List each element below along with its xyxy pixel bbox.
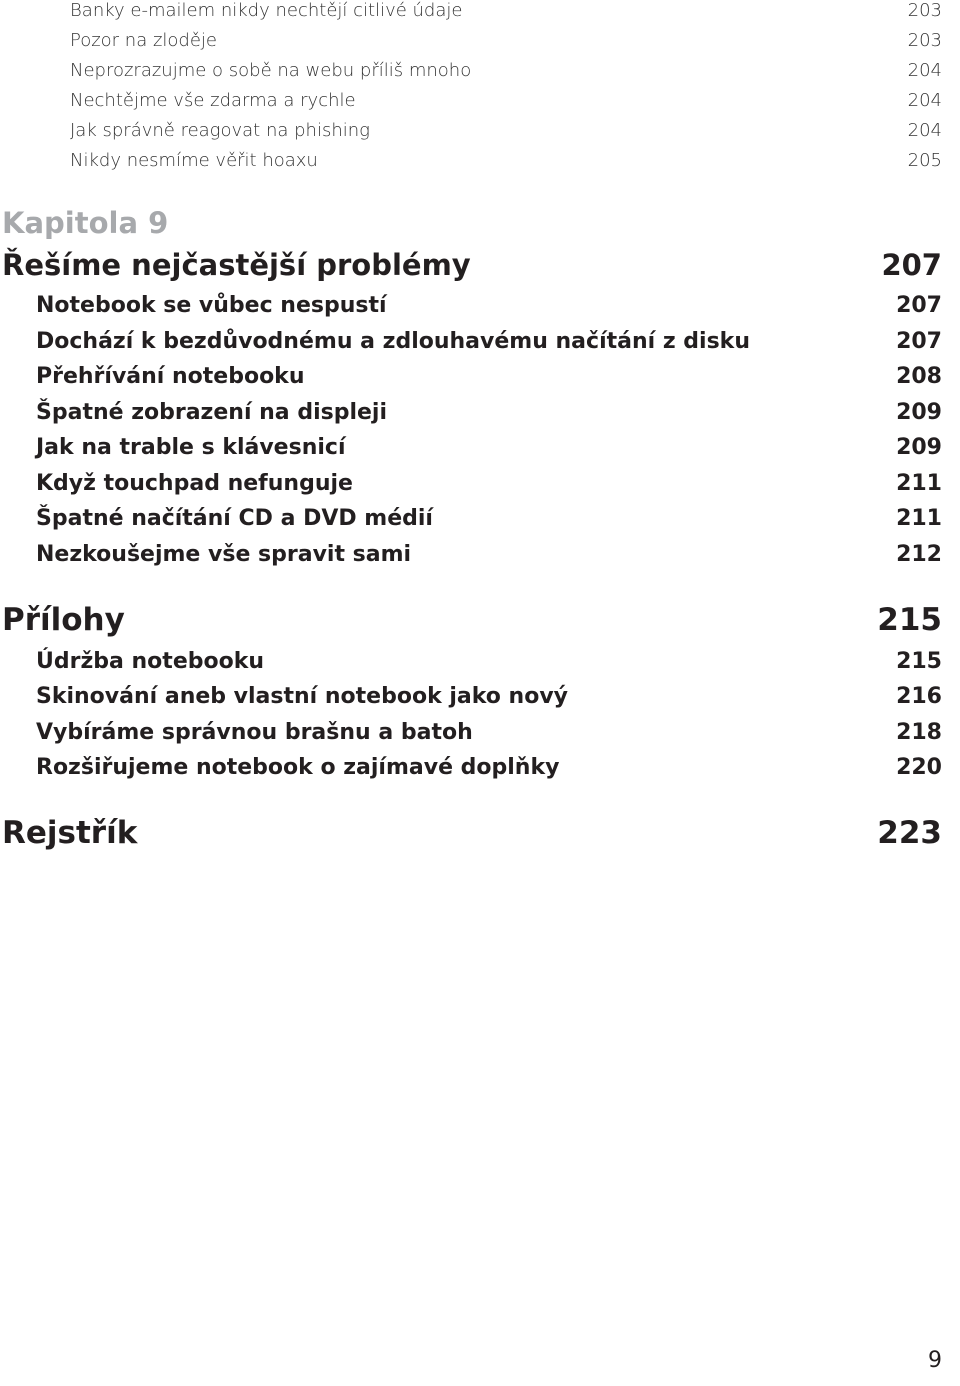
toc-entry-page: 207 — [896, 293, 942, 318]
toc-entry-title: Vybíráme správnou brašnu a batoh — [36, 720, 473, 745]
toc-entry-title: Jak na trable s klávesnicí — [36, 435, 346, 460]
toc-entry-page: 204 — [907, 90, 942, 111]
toc-entry-title: Banky e-mailem nikdy nechtějí citlivé údaje — [70, 0, 463, 21]
toc-entry-page: 211 — [896, 471, 942, 496]
toc-entry — [36, 435, 942, 460]
appendix-title: Přílohy — [2, 602, 125, 638]
toc-entry-title: Nikdy nesmíme věřit hoaxu — [70, 150, 318, 171]
toc-entry-page: 212 — [896, 542, 942, 567]
toc-entry — [70, 120, 942, 141]
toc-entry — [70, 150, 942, 171]
chapter-title: Řešíme nejčastější problémy — [2, 248, 471, 282]
toc-entry-page: 218 — [896, 720, 942, 745]
chapter-page: 207 — [881, 248, 942, 282]
toc-entry — [70, 90, 942, 111]
chapter-heading — [2, 248, 942, 282]
toc-entry-title: Neprozrazujme o sobě na webu příliš mnoho — [70, 60, 472, 81]
toc-entry-page: 209 — [896, 400, 942, 425]
toc-entry — [36, 755, 942, 780]
toc-entry — [70, 30, 942, 51]
toc-entry-title: Skinování aneb vlastní notebook jako nový — [36, 684, 569, 709]
toc-entry-title: Špatné načítání CD a DVD médií — [36, 506, 433, 531]
toc-entry-title: Špatné zobrazení na displeji — [36, 400, 387, 425]
index-heading — [2, 815, 942, 851]
toc-entry — [36, 364, 942, 389]
toc-entry-page: 205 — [907, 150, 942, 171]
toc-entry — [36, 684, 942, 709]
toc-entry — [36, 506, 942, 531]
toc-entry-title: Dochází k bezdůvodnému a zdlouhavému načítání z disku — [36, 329, 750, 354]
page-number: 9 — [928, 1348, 942, 1373]
toc-entry-title: Přehřívání notebooku — [36, 364, 305, 389]
toc-entry-page: 204 — [907, 120, 942, 141]
toc-entry-page: 216 — [896, 684, 942, 709]
toc-entry-title: Notebook se vůbec nespustí — [36, 293, 387, 318]
index-title: Rejstřík — [2, 815, 138, 851]
toc-entry-page: 203 — [907, 30, 942, 51]
toc-entry — [36, 293, 942, 318]
appendix-page: 215 — [877, 602, 942, 638]
toc-entry-page: 207 — [896, 329, 942, 354]
toc-entry-title: Pozor na zloděje — [70, 30, 218, 51]
toc-entry — [36, 329, 942, 354]
toc-entry-page: 211 — [896, 506, 942, 531]
toc-entry — [70, 60, 942, 81]
toc-entry-title: Nezkoušejme vše spravit sami — [36, 542, 412, 567]
appendix-heading — [2, 602, 942, 638]
toc-entry-page: 203 — [907, 0, 942, 21]
toc-entry-page: 208 — [896, 364, 942, 389]
toc-entry-page: 220 — [896, 755, 942, 780]
toc-entry-title: Nechtějme vše zdarma a rychle — [70, 90, 356, 111]
toc-entry — [36, 400, 942, 425]
toc-entry-page: 209 — [896, 435, 942, 460]
toc-entry — [36, 542, 942, 567]
toc-entry-page: 215 — [896, 649, 942, 674]
index-page: 223 — [877, 815, 942, 851]
toc-entry — [36, 720, 942, 745]
toc-entry — [36, 471, 942, 496]
chapter-label: Kapitola 9 — [2, 206, 169, 240]
toc-entry-title: Jak správně reagovat na phishing — [70, 120, 370, 141]
toc-entry — [70, 0, 942, 21]
toc-entry-title: Když touchpad nefunguje — [36, 471, 353, 496]
toc-entry-title: Rozšiřujeme notebook o zajímavé doplňky — [36, 755, 560, 780]
toc-entry — [36, 649, 942, 674]
toc-entry-title: Údržba notebooku — [36, 649, 265, 674]
toc-entry-page: 204 — [907, 60, 942, 81]
